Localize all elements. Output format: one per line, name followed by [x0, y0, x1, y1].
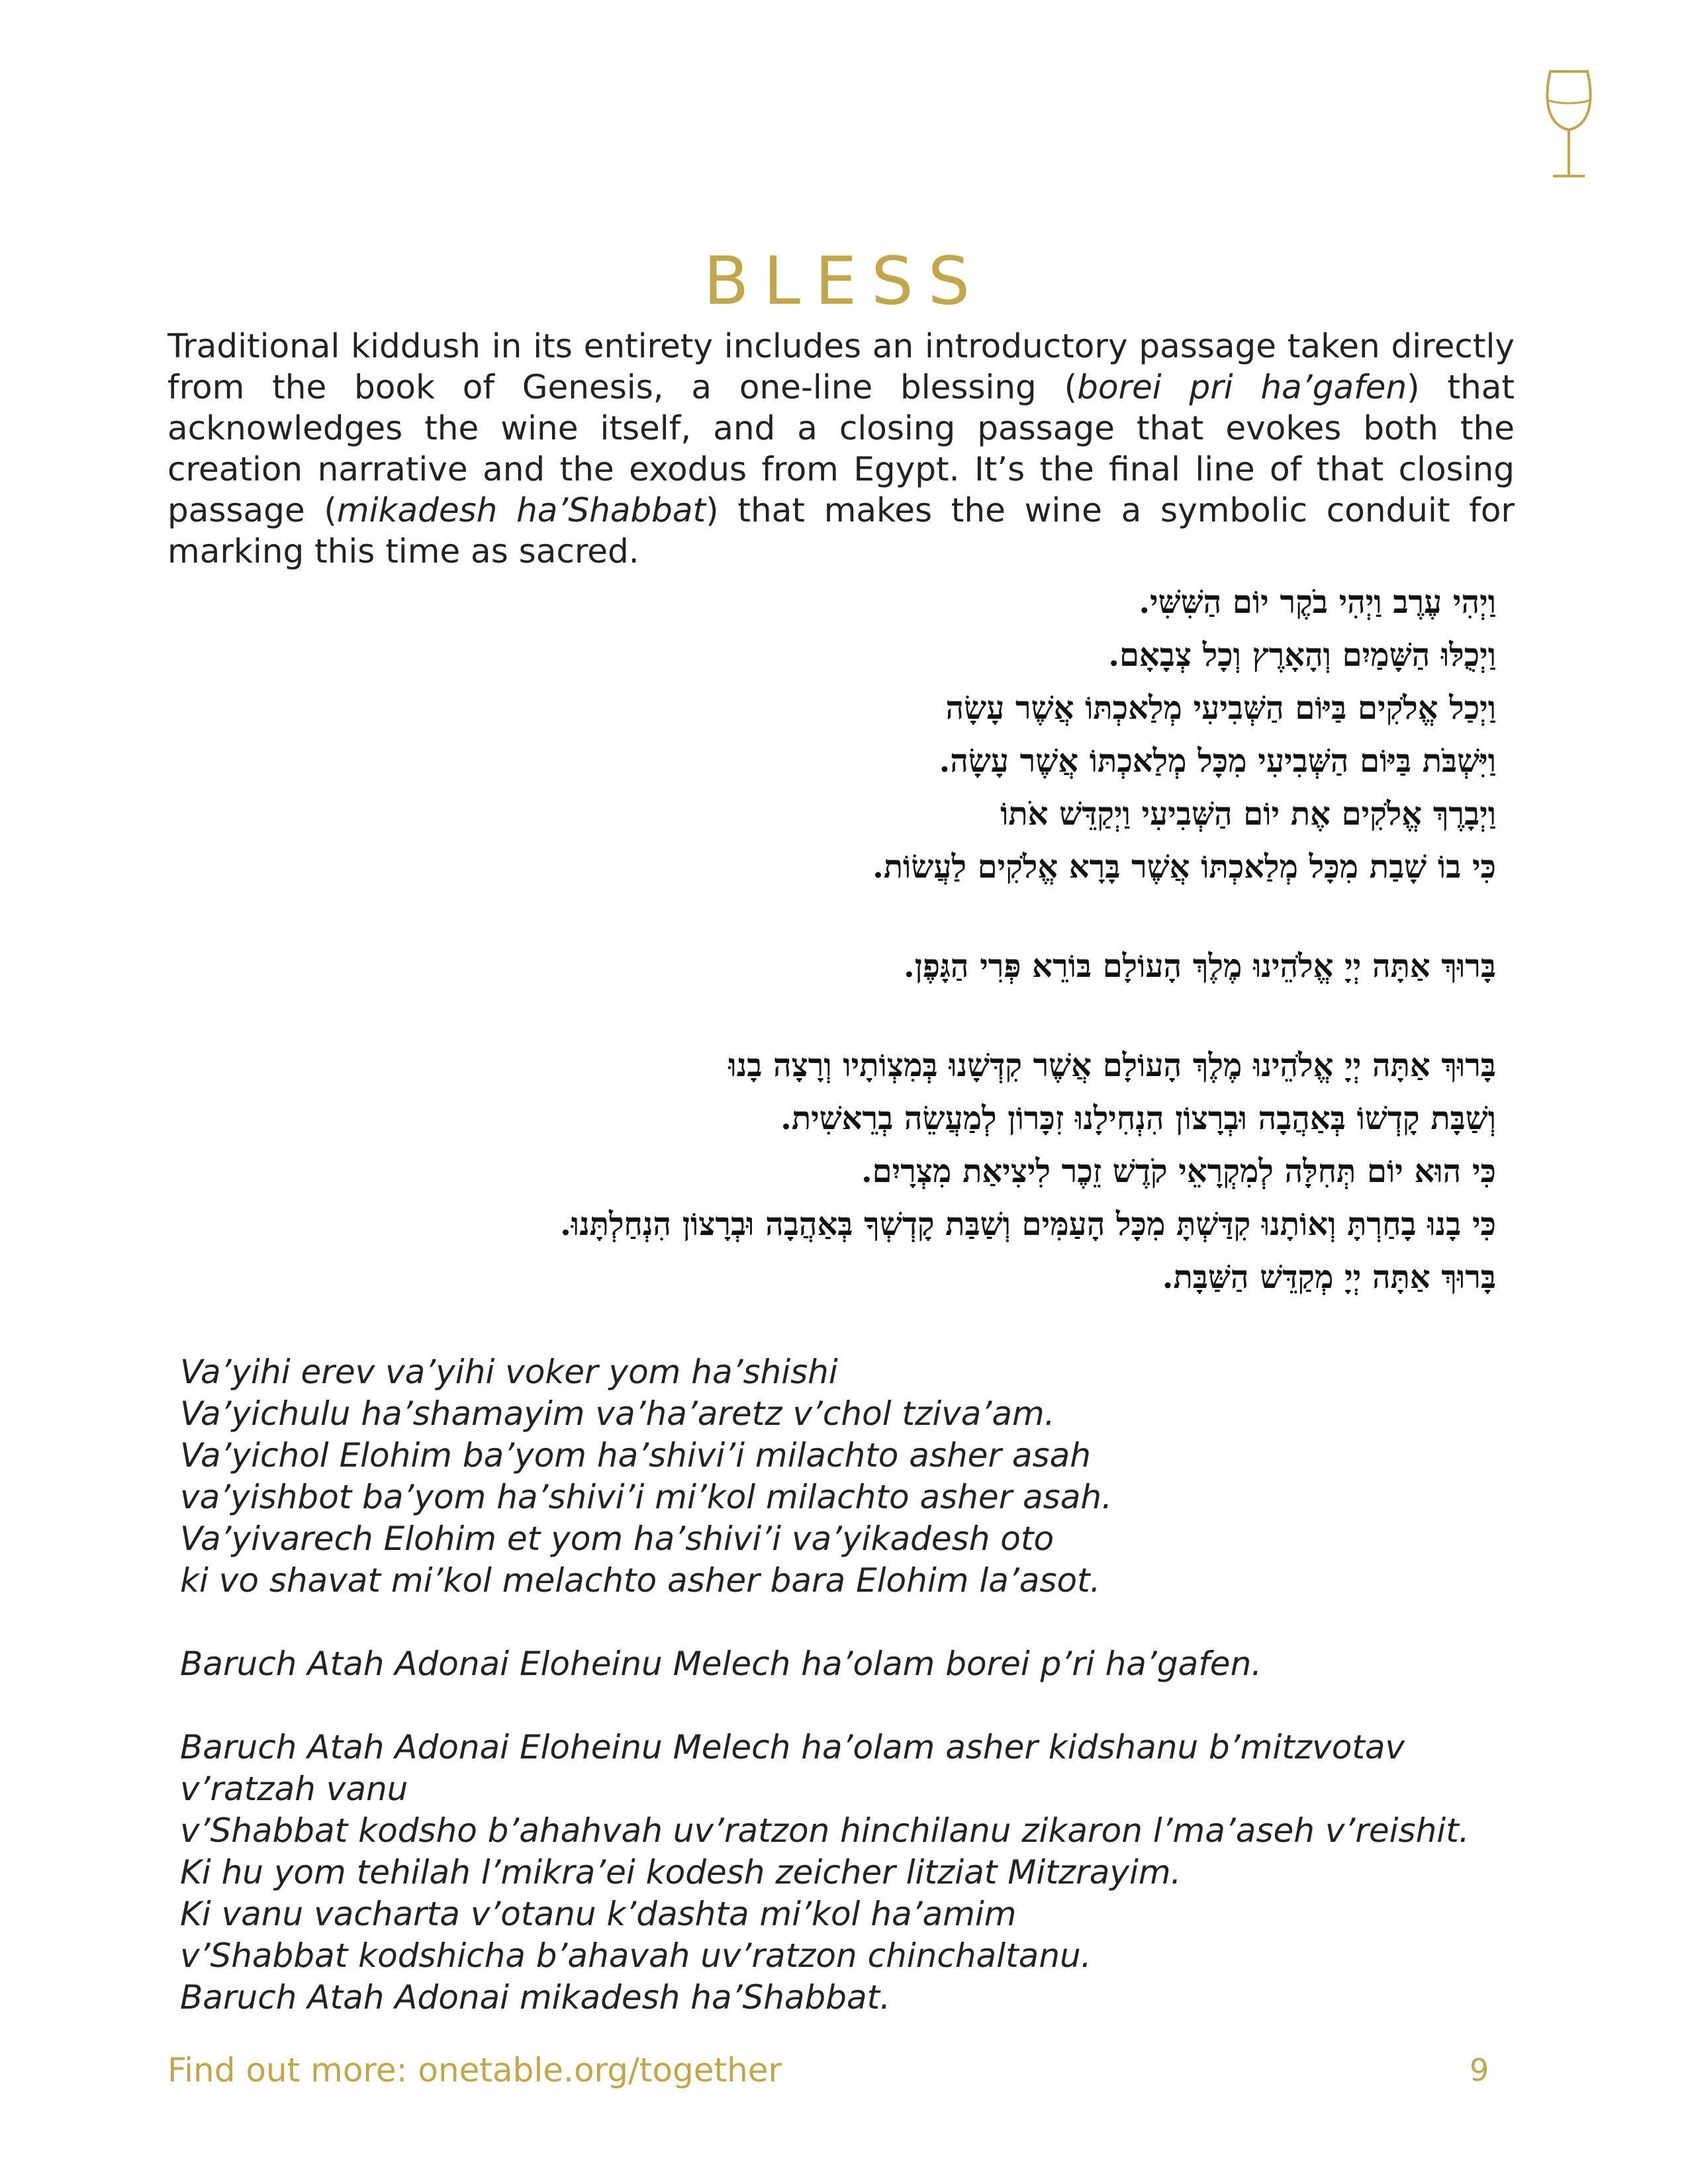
hebrew-line: בָּרוּךְ אַתָּה יְיָ מְקַדֵּשׁ הַשַּׁבָּת. — [1162, 1259, 1496, 1296]
translit-line: Baruch Atah Adonai mikadesh ha’Shabbat. — [180, 1978, 891, 2017]
intro-term-mikadesh: mikadesh ha’Shabbat — [336, 491, 706, 529]
translit-line: v’ratzah vanu — [180, 1770, 408, 1808]
translit-line: v’Shabbat kodshicha b’ahavah uv’ratzon chinchaltanu. — [180, 1936, 1092, 1975]
translit-line: Va’yivarech Elohim et yom ha’shivi’i va’yikadesh oto — [180, 1520, 1055, 1558]
hebrew-kiddush — [397, 576, 1496, 1304]
transliteration — [180, 1351, 1504, 2019]
translit-line: Va’yichulu ha’shamayim va’ha’aretz v’chol tziva’am. — [180, 1394, 1055, 1433]
hebrew-line: וַיְכֻלּוּ הַשָּׁמַיִם וְהָאָרֶץ וְכָל צְבָאָם. — [1108, 637, 1496, 674]
translit-line: Va’yihi erev va’yihi voker yom ha’shishi — [180, 1353, 838, 1391]
translit-line: Va’yichol Elohim ba’yom ha’shivi’i milachto asher asah — [180, 1436, 1091, 1475]
intro-text-3: ) that makes the wine a symbolic conduit for marking this time as sacred. — [167, 491, 1515, 570]
hebrew-line: בָּרוּךְ אַתָּה יְיָ אֱלֹהֵינוּ מֶלֶךְ הָעוֹלָם אֲשֶׁר קִדְּשָׁנוּ בְּמִצְוֹתָיו וְרָצָה בָנוּ — [728, 1047, 1496, 1084]
translit-line: Ki vanu vacharta v’otanu k’dashta mi’kol ha’amim — [180, 1895, 1017, 1933]
hebrew-line: כִּי הוּא יוֹם תְּחִלָּה לְמִקְרָאֵי קֹדֶשׁ זֵכֶר לִיצִיאַת מִצְרָיִם. — [861, 1153, 1496, 1190]
hebrew-line: וַיְכַל אֱלֹקִים בַּיּוֹם הַשְּׁבִיעִי מְלַאכְתּוֹ אֲשֶׁר עָשָׂה — [945, 690, 1496, 727]
footer-link[interactable]: Find out more: onetable.org/together — [167, 2051, 782, 2089]
hebrew-line: כִּי בָנוּ בָחַרְתָּ וְאוֹתָנוּ קִדַּשְׁתָּ מִכָּל הָעַמִּים וְשַׁבַּת קָדְשְׁךָ בְּאַהֲבָה וּבְרָצוֹן הִנְחַלְתָּנוּ. — [560, 1206, 1496, 1243]
translit-line: v’Shabbat kodsho b’ahahvah uv’ratzon hinchilanu zikaron l’ma’aseh v’reishit. — [180, 1811, 1470, 1850]
wine-glass-icon — [1536, 66, 1602, 185]
intro-term-borei: borei pri ha’gafen — [1077, 368, 1407, 406]
translit-line: va’yishbot ba’yom ha’shivi’i mi’kol milachto asher asah. — [180, 1478, 1112, 1516]
intro-text-2: ) that acknowledges the wine itself, and a closing passage that evokes both the creation narrative and the exodus from Egypt. It’s the final line of that closing passage ( — [167, 368, 1515, 529]
hebrew-line: וַיְהִי עֶרֶב וַיְהִי בֹקֶר יוֹם הַשִּׁשִּׁי. — [1139, 584, 1496, 621]
hebrew-line: כִּי בוֹ שָׁבַת מִכָּל מְלַאכְתּוֹ אֲשֶׁר בָּרָא אֱלֹקִים לַעֲשׂוֹת. — [872, 848, 1496, 886]
hebrew-wine-blessing: בָּרוּךְ אַתָּה יְיָ אֱלֹהֵינוּ מֶלֶךְ הָעוֹלָם בּוֹרֵא פְּרִי הַגָּפֶן. — [903, 948, 1496, 985]
page-number: 9 — [1470, 2052, 1489, 2088]
translit-line: Baruch Atah Adonai Eloheinu Melech ha’olam asher kidshanu b’mitzvotav — [180, 1728, 1405, 1766]
page-title: BLESS — [703, 242, 985, 320]
hebrew-line: וַיִּשְׁבֹּת בַּיּוֹם הַשְּׁבִיעִי מִכָּל מְלַאכְתּוֹ אֲשֶׁר עָשָׂה. — [939, 743, 1496, 780]
translit-line: Ki hu yom tehilah l’mikra’ei kodesh zeicher litziat Mitzrayim. — [180, 1853, 1182, 1891]
translit-line: ki vo shavat mi’kol melachto asher bara Elohim la’asot. — [180, 1561, 1101, 1600]
translit-wine-blessing: Baruch Atah Adonai Eloheinu Melech ha’olam borei p’ri ha’gafen. — [180, 1645, 1262, 1683]
hebrew-line: וַיְבָרֶךְ אֱלֹקִים אֶת יוֹם הַשְּׁבִיעִי וַיְקַדֵּשׁ אֹתוֹ — [1000, 796, 1496, 833]
hebrew-line: וְשַׁבָּת קָדְשׁוֹ בְּאַהֲבָה וּבְרָצוֹן הִנְחִילָנוּ זִכָּרוֹן לְמַעֲשֵׂה בְרֵאשִׁית. — [780, 1100, 1496, 1137]
intro-paragraph — [167, 326, 1515, 572]
intro-text-1: Traditional kiddush in its entirety includes an introductory passage taken directly from the book of Genesis, a one-line blessing ( — [167, 327, 1515, 406]
